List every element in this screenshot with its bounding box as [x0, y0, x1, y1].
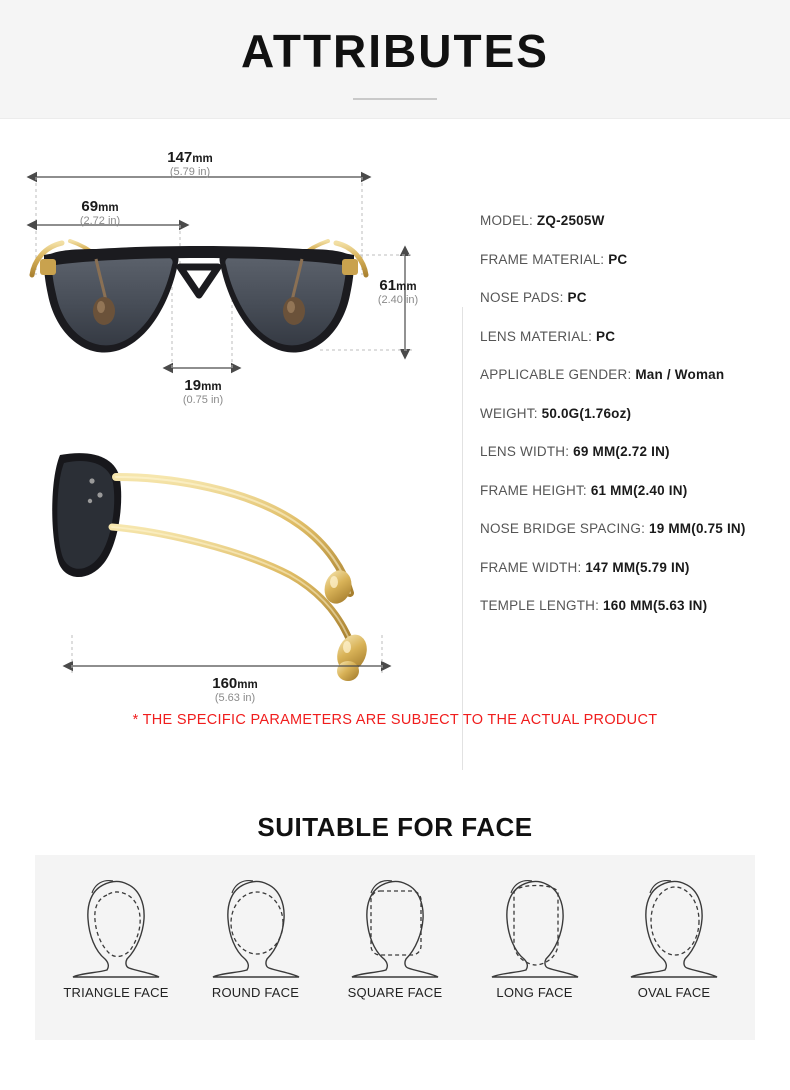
frame-width-value: 147: [167, 149, 193, 166]
spec-row-nose-bridge: [480, 521, 790, 536]
temple-length-value: 160: [212, 675, 238, 692]
temple-length-inches: (5.63 in): [214, 692, 256, 705]
spec-label-nose-bridge: NOSE BRIDGE SPACING:: [480, 521, 646, 536]
spec-label-weight: WEIGHT:: [480, 405, 538, 421]
bridge-inches: (0.75 in): [182, 394, 224, 407]
title-underline: [353, 98, 437, 100]
spec-label-nose-pads: NOSE PADS:: [480, 290, 564, 305]
spec-label-model: MODEL:: [480, 213, 533, 228]
spec-value-gender: Man / Woman: [635, 367, 725, 382]
front-view-diagram: [0, 149, 460, 435]
square-face-icon: [326, 869, 464, 981]
oval-face-icon: [605, 869, 743, 981]
page-title: ATTRIBUTES: [241, 25, 549, 77]
spec-row-frame-height: [480, 483, 790, 498]
frame-width-inches: (5.79 in): [169, 166, 211, 179]
spec-label-temple-length: TEMPLE LENGTH:: [480, 598, 600, 613]
face-label-round: ROUND FACE: [211, 985, 300, 1000]
spec-row-nose-pads: [480, 290, 790, 305]
spec-label-frame-material: FRAME MATERIAL:: [480, 251, 605, 267]
spec-value-weight: 50.0G(1.76oz): [541, 405, 632, 421]
frame-height-unit: mm: [396, 281, 417, 293]
vertical-divider: [462, 307, 463, 817]
lens-width-inches: (2.72 in): [79, 215, 121, 228]
face-item-oval: [605, 869, 743, 1000]
bridge-value: 19: [184, 377, 202, 394]
specification-section: [0, 119, 790, 719]
face-shapes-strip: [35, 855, 755, 1040]
temple-length-unit: mm: [237, 679, 258, 691]
spec-row-temple-length: [480, 598, 790, 613]
face-item-long: [466, 869, 604, 1000]
frame-width-unit: mm: [192, 153, 213, 165]
face-label-long: LONG FACE: [496, 985, 573, 1000]
lens-width-value: 69: [81, 198, 99, 215]
face-item-round: [187, 869, 325, 1000]
spec-value-lens-width: 69 MM(2.72 IN): [573, 444, 670, 459]
spec-label-frame-height: FRAME HEIGHT:: [480, 482, 587, 498]
triangle-face-icon: [47, 869, 185, 981]
spec-value-nose-pads: PC: [567, 290, 587, 305]
lens-width-label: [45, 198, 155, 227]
lens-width-unit: mm: [98, 202, 119, 214]
face-item-square: [326, 869, 464, 1000]
spec-list: [460, 135, 790, 719]
face-label-square: SQUARE FACE: [347, 985, 443, 1000]
disclaimer-note: * THE SPECIFIC PARAMETERS ARE SUBJECT TO THE ACTUAL PRODUCT: [132, 712, 658, 728]
temple-length-label: [175, 675, 295, 704]
round-face-icon: [187, 869, 325, 981]
spec-row-frame-material: [480, 252, 790, 267]
suitable-for-face-section: [0, 770, 790, 1090]
spec-row-frame-width: [480, 560, 790, 575]
long-face-icon: [466, 869, 604, 981]
frame-height-inches: (2.40 in): [377, 294, 419, 307]
spec-label-lens-width: LENS WIDTH:: [480, 444, 570, 459]
bridge-label: [158, 377, 248, 406]
face-label-oval: OVAL FACE: [637, 985, 711, 1000]
bridge-unit: mm: [201, 381, 222, 393]
face-section-title: SUITABLE FOR FACE: [257, 812, 533, 842]
spec-value-frame-height: 61 MM(2.40 IN): [590, 482, 688, 498]
spec-value-model: ZQ-2505W: [536, 213, 605, 228]
spec-value-temple-length: 160 MM(5.63 IN): [603, 598, 708, 613]
spec-row-gender: [480, 367, 790, 382]
page-header: [0, 0, 790, 119]
spec-value-frame-width: 147 MM(5.79 IN): [585, 559, 690, 575]
spec-label-frame-width: FRAME WIDTH:: [480, 559, 582, 575]
spec-value-nose-bridge: 19 MM(0.75 IN): [648, 521, 746, 536]
spec-value-frame-material: PC: [608, 251, 628, 267]
frame-height-label: [358, 277, 438, 306]
spec-value-lens-material: PC: [596, 328, 616, 344]
diagram-column: [0, 135, 460, 719]
spec-label-gender: APPLICABLE GENDER:: [480, 367, 632, 382]
frame-height-value: 61: [379, 277, 397, 294]
face-item-triangle: [47, 869, 185, 1000]
face-label-triangle: TRIANGLE FACE: [63, 985, 169, 1000]
spec-row-lens-width: [480, 444, 790, 459]
spec-row-lens-material: [480, 329, 790, 344]
frame-width-label: [130, 149, 250, 178]
side-view-diagram: [0, 435, 460, 725]
spec-row-weight: [480, 406, 790, 421]
spec-label-lens-material: LENS MATERIAL:: [480, 328, 593, 344]
spec-row-model: [480, 213, 790, 228]
